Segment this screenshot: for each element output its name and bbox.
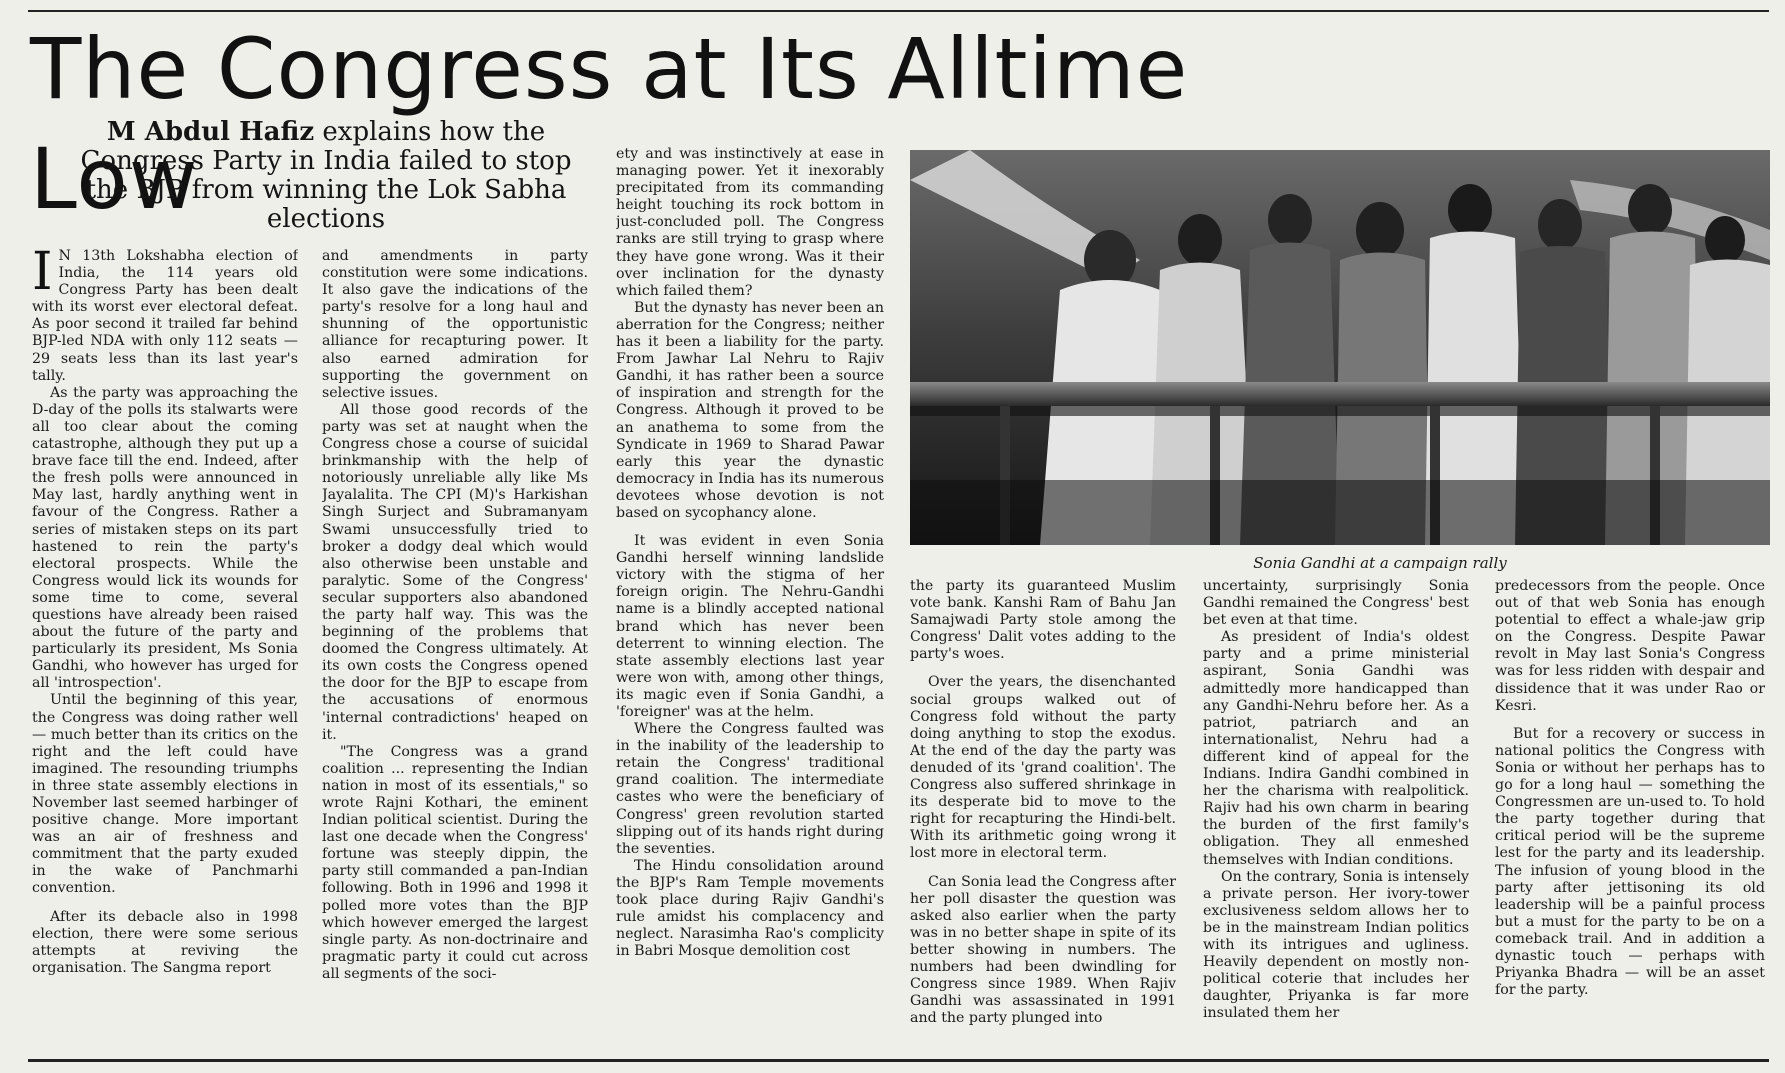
campaign-rally-photo bbox=[910, 150, 1770, 545]
paragraph: Until the beginning of this year, the Congress was doing rather well — much better than its critics on the right and the left could have imagined. The resounding triumphs in three state assembly elections in November last seemed harbinger of positive change. More important was an air of freshness and commitment that the party exuded in the wake of Panchmarhi convention. bbox=[32, 692, 298, 897]
article-column-5 bbox=[1203, 578, 1469, 1050]
article-column-3 bbox=[616, 146, 884, 1050]
paragraph: But the dynasty has never been an aberration for the Congress; neither has it been a liability for the party. From Jawhar Lal Nehru to Rajiv Gandhi, it has rather been a source of inspiration and strength for the Congress. Although it proved to be an anathema to some from the Syndicate in 1969 to Sharad Pawar early this year the dynastic democracy in India has its numerous devotees whose devotion is not based on sycophancy alone. bbox=[616, 299, 884, 521]
paragraph: "The Congress was a grand coalition ... representing the Indian nation in most of its essentials," so wrote Rajni Kothari, the eminent Indian political scientist. During the last one decade when the Congress' fortune was steeply dippin, the party still commanded a pan-Indian following. Both in 1996 and 1998 it polled more votes than the BJP which however emerged the largest single party. As non-doctrinaire and pragmatic party it could cut across all segments of the soci- bbox=[322, 743, 588, 982]
paragraph: After its debacle also in 1998 election, there were some serious attempts at reviving the organisation. The Sangma report bbox=[32, 908, 298, 976]
paragraph: It was evident in even Sonia Gandhi herself winning landslide victory with the stigma of her foreign origin. The Nehru-Gandhi name is a blindly accepted national brand which has never been deterrent to winning election. The state assembly elections last year were won with, among other things, its magic even if Sonia Gandhi, a 'foreigner' was at the helm. bbox=[616, 533, 884, 720]
paragraph: uncertainty, surprisingly Sonia Gandhi remained the Congress' best bet even at that time. bbox=[1203, 578, 1469, 629]
paragraph: As the party was approaching the D-day of the polls its stalwarts were all too clear about the coming catastrophe, although they put up a brave face till the end. Indeed, after the fresh polls were announced in May last, hardly anything went in favour of the Congress. Rather a series of mistaken steps on its part hastened to rein the party's electoral prospects. While the Congress would lick its wounds for some time to come, several questions have already been raised about the future of the party and particularly its president, Ms Sonia Gandhi, who however has urged for all 'introspection'. bbox=[32, 384, 298, 692]
top-rule bbox=[28, 10, 1769, 12]
photo-caption: Sonia Gandhi at a campaign rally bbox=[1253, 554, 1507, 572]
paragraph: Over the years, the disenchanted social groups walked out of Congress fold without the party doing anything to stop the exodus. At the end of the day the party was denuded of its 'grand coalition'. The Congress also suffered shrinkage in its desperate bid to move to the right for recapturing the Hindi-belt. With its arithmetic going wrong it lost more in electoral term. bbox=[910, 674, 1176, 862]
paragraph: ety and was instinctively at ease in managing power. Yet it inexorably precipitated from its commanding height touching its rock bottom in just-concluded poll. The Congress ranks are still trying to grasp where they have gone wrong. Was it their over inclination for the dynasty which failed them? bbox=[616, 146, 884, 299]
article-column-2 bbox=[322, 248, 588, 1050]
article-column-4 bbox=[910, 578, 1176, 1050]
bottom-rule bbox=[28, 1059, 1769, 1062]
article-column-6 bbox=[1495, 578, 1765, 1050]
paragraph: On the contrary, Sonia is intensely a private person. Her ivory-tower exclusiveness seldom allows her to be in the mainstream Indian politics with its intrigues and ugliness. Heavily dependent on mostly non-political coterie that includes her daughter, Priyanka is far more insulated them her bbox=[1203, 868, 1469, 1022]
paragraph: But for a recovery or success in national politics the Congress with Sonia or without her perhaps has to go for a long haul — something the Congressmen are un-used to. To hold the party together during that critical period will be the supreme lest for the party and its leadership. The infusion of young blood in the party after jettisoning its old leadership will be a painful process but a must for the party to be on a comeback trail. And in addition a dynastic touch — perhaps with Priyanka Bhadra — will be an asset for the party. bbox=[1495, 725, 1765, 999]
paragraph: As president of India's oldest party and a prime ministerial aspirant, Sonia Gandhi was admittedly more handicapped than any Gandhi-Nehru before her. As a patriot, patriarch and an internationalist, Nehru had a different kind of appeal for the Indians. Indira Gandhi combined in her the charisma with realpolitick. Rajiv had his own charm in bearing the burden of the first family's obligation. They all enmeshed themselves with Indian conditions. bbox=[1203, 629, 1469, 868]
paragraph: Where the Congress faulted was in the inability of the leadership to retain the Congress' traditional grand coalition. The intermediate castes who were the beneficiary of Congress' green revolution started slipping out of its hands right during the seventies. bbox=[616, 721, 884, 857]
paragraph: The Hindu consolidation around the BJP's Ram Temple movements took place during Rajiv Gandhi's rule amidst his complacency and neglect. Narasimha Rao's complicity in Babri Mosque demolition cost bbox=[616, 857, 884, 960]
deck-text: explains how the Congress Party in India failed to stop the BJP from winning the Lok Sabha elections bbox=[80, 117, 572, 234]
paragraph: I N 13th Lokshabha election of India, the 114 years old Congress Party has been dealt with its worst ever electoral defeat. As poor second it trailed far behind BJP-led NDA with only 112 seats — 29 seats less than its last year's tally. bbox=[32, 248, 298, 384]
paragraph: the party its guaranteed Muslim vote bank. Kanshi Ram of Bahu Jan Samajwadi Party stole among the Congress' Dalit votes adding to the party's woes. bbox=[910, 578, 1176, 663]
paragraph: All those good records of the party was set at naught when the Congress chose a course of suicidal brinkmanship with the help of notoriously unreliable ally like Ms Jayalalita. The CPI (M)'s Harkishan Singh Surject and Subramanyam Swami unsuccessfully tried to broker a dodgy deal which would also otherwise been unstable and paralytic. Some of the Congress' secular supporters also abandoned the party half way. This was the beginning of the problems that doomed the Congress ultimately. At its own costs the Congress opened the door for the BJP to escape from the accusations of enormous 'internal contradictions' heaped on it. bbox=[322, 401, 588, 743]
article-column-1 bbox=[32, 248, 298, 1050]
drop-cap: I bbox=[32, 248, 53, 302]
paragraph: Can Sonia lead the Congress after her poll disaster the question was asked also earlier when the party was in no better shape in spite of its better showing in numbers. The numbers had been dwindling for Congress since 1989. When Rajiv Gandhi was assassinated in 1991 and the party plunged into bbox=[910, 873, 1176, 1027]
byline-author: M Abdul Hafiz bbox=[106, 117, 315, 147]
paragraph: and amendments in party constitution were some indications. It also gave the indications of the party's resolve for a long haul and shunning of the opportunistic alliance for recapturing power. It also earned admiration for supporting the government on selective issues. bbox=[322, 248, 588, 401]
rally-photo-illustration bbox=[910, 150, 1770, 545]
deck bbox=[62, 118, 590, 234]
paragraph: predecessors from the people. Once out of that web Sonia has enough potential to effect a whale-jaw grip on the Congress. Despite Pawar revolt in May last Sonia's Congress was for less ridden with despair and dissidence that it was under Rao or Kesri. bbox=[1495, 578, 1765, 714]
headline: The Congress at Its Alltime Low bbox=[30, 20, 1189, 228]
